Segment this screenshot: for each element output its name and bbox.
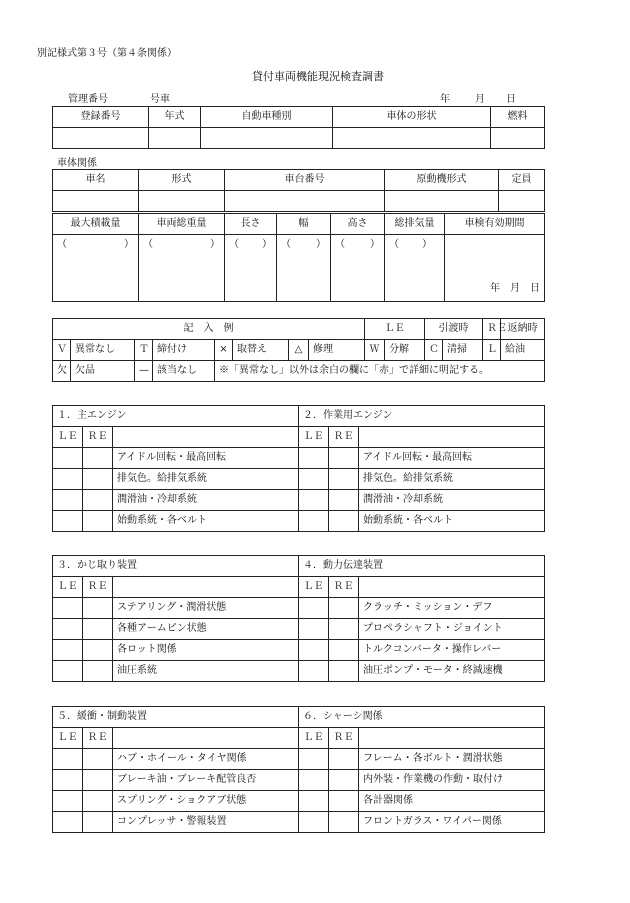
re-check-cell[interactable] bbox=[329, 469, 359, 490]
le-check-cell[interactable] bbox=[53, 448, 83, 469]
re-check-cell[interactable] bbox=[329, 812, 359, 833]
legend-table bbox=[52, 318, 545, 382]
re-check-cell[interactable] bbox=[83, 598, 113, 619]
paren-open: （ bbox=[229, 239, 239, 250]
body-header: 車台番号 bbox=[225, 170, 385, 191]
le-check-cell[interactable] bbox=[299, 490, 329, 511]
legend-symbol: △ bbox=[289, 340, 309, 361]
inspection-item: トルクコンバータ・操作レバー bbox=[359, 640, 545, 661]
legend-symbol: — bbox=[135, 361, 153, 382]
body-table-top bbox=[52, 169, 545, 212]
legend-note: ※「異常なし」以外は余白の欄に「赤」で詳細に明記する。 bbox=[215, 361, 545, 382]
le-check-cell[interactable] bbox=[53, 511, 83, 532]
re-check-cell[interactable] bbox=[329, 749, 359, 770]
ym-day: 日 bbox=[530, 283, 540, 294]
form-number: 別記様式第３号（第４条関係） bbox=[37, 48, 177, 59]
inspection-item: スプリング・ショクアブ状態 bbox=[113, 791, 299, 812]
paren-open: （ bbox=[335, 239, 345, 250]
body-cell[interactable] bbox=[385, 191, 499, 212]
re-check-cell[interactable] bbox=[83, 490, 113, 511]
length-cell[interactable] bbox=[225, 235, 277, 302]
registration-table bbox=[52, 106, 545, 149]
le-check-cell[interactable] bbox=[299, 469, 329, 490]
inspection-item: ステアリング・潤滑状態 bbox=[113, 598, 299, 619]
body-header: 原動機形式 bbox=[385, 170, 499, 191]
reg-header: 車体の形状 bbox=[333, 107, 491, 128]
re-check-cell[interactable] bbox=[329, 448, 359, 469]
inspection-item: 内外装・作業機の作動・取付け bbox=[359, 770, 545, 791]
remarks-header bbox=[359, 427, 545, 448]
le-check-cell[interactable] bbox=[299, 770, 329, 791]
le-check-cell[interactable] bbox=[53, 770, 83, 791]
section-title: ５．緩衝・制動装置 bbox=[53, 707, 299, 728]
legend-text: 締付け bbox=[153, 340, 215, 361]
re-check-cell[interactable] bbox=[329, 619, 359, 640]
inspection-item: フロントガラス・ワイパー関係 bbox=[359, 812, 545, 833]
le-check-cell[interactable] bbox=[53, 661, 83, 682]
body-cell[interactable] bbox=[225, 191, 385, 212]
le-check-cell[interactable] bbox=[299, 511, 329, 532]
gousha-label: 号車 bbox=[150, 94, 170, 105]
legend-symbol: × bbox=[215, 340, 233, 361]
inspection-item: アイドル回転・最高回転 bbox=[359, 448, 545, 469]
body-header: 車検有効期間 bbox=[445, 214, 545, 235]
inspection-expiry-cell[interactable] bbox=[445, 235, 545, 302]
le-check-cell[interactable] bbox=[53, 469, 83, 490]
body-header: 長さ bbox=[225, 214, 277, 235]
ym-year: 年 bbox=[490, 283, 500, 294]
re-check-cell[interactable] bbox=[83, 469, 113, 490]
re-header: ＲＥ bbox=[83, 577, 113, 598]
le-check-cell[interactable] bbox=[53, 640, 83, 661]
inspection-item: 排気色。給排気系統 bbox=[359, 469, 545, 490]
remarks-header bbox=[359, 728, 545, 749]
paren-close: ） bbox=[124, 239, 134, 250]
legend-symbol: Ｖ bbox=[53, 340, 71, 361]
inspection-item: コンプレッサ・警報装置 bbox=[113, 812, 299, 833]
paren-close: ） bbox=[210, 239, 220, 250]
paren-close: ） bbox=[422, 239, 432, 250]
legend-symbol: Ｌ bbox=[483, 340, 501, 361]
section-title: ４．動力伝達装置 bbox=[299, 556, 545, 577]
inspection-item: 始動系統・各ベルト bbox=[359, 511, 545, 532]
legend-text: 取替え bbox=[233, 340, 289, 361]
le-check-cell[interactable] bbox=[299, 791, 329, 812]
inspection-section-table bbox=[52, 706, 545, 833]
gross-weight-cell[interactable] bbox=[139, 235, 225, 302]
paren-close: ） bbox=[370, 239, 380, 250]
le-check-cell[interactable] bbox=[53, 812, 83, 833]
paren-open: （ bbox=[281, 239, 291, 250]
le-check-cell[interactable] bbox=[299, 661, 329, 682]
legend-text: 異常なし bbox=[71, 340, 135, 361]
reg-header: 年式 bbox=[149, 107, 201, 128]
remarks-header bbox=[359, 577, 545, 598]
reg-header: 登録番号 bbox=[53, 107, 149, 128]
re-check-cell[interactable] bbox=[83, 812, 113, 833]
re-check-cell[interactable] bbox=[329, 511, 359, 532]
re-check-cell[interactable] bbox=[83, 511, 113, 532]
body-header: 高さ bbox=[331, 214, 385, 235]
reg-cell[interactable] bbox=[491, 128, 545, 149]
body-cell[interactable] bbox=[499, 191, 545, 212]
legend-symbol: Ｔ bbox=[135, 340, 153, 361]
paren-open: （ bbox=[143, 239, 153, 250]
body-header: 幅 bbox=[277, 214, 331, 235]
reg-header: 自動車種別 bbox=[201, 107, 333, 128]
re-check-cell[interactable] bbox=[83, 448, 113, 469]
body-header: 総排気量 bbox=[385, 214, 445, 235]
kanri-number-label: 管理番号 bbox=[68, 94, 108, 105]
legend-text: 給油 bbox=[501, 340, 545, 361]
inspection-item: 潤滑油・冷却系統 bbox=[359, 490, 545, 511]
body-cell[interactable] bbox=[139, 191, 225, 212]
max-load-cell[interactable] bbox=[53, 235, 139, 302]
re-check-cell[interactable] bbox=[83, 791, 113, 812]
legend-text: 修理 bbox=[309, 340, 365, 361]
legend-symbol: Ｃ bbox=[425, 340, 443, 361]
le-check-cell[interactable] bbox=[299, 448, 329, 469]
re-check-cell[interactable] bbox=[83, 661, 113, 682]
body-table-bottom bbox=[52, 213, 545, 302]
section-title: １．主エンジン bbox=[53, 406, 299, 427]
body-cell[interactable] bbox=[53, 191, 139, 212]
legend-text: 該当なし bbox=[153, 361, 215, 382]
re-header: ＲＥ bbox=[329, 577, 359, 598]
width-cell[interactable] bbox=[277, 235, 331, 302]
body-header: 最大積載量 bbox=[53, 214, 139, 235]
le-header: ＬＥ bbox=[53, 427, 83, 448]
legend-le: ＬＥ bbox=[365, 319, 425, 340]
le-check-cell[interactable] bbox=[53, 619, 83, 640]
inspection-item: 各計器関係 bbox=[359, 791, 545, 812]
re-check-cell[interactable] bbox=[329, 770, 359, 791]
le-check-cell[interactable] bbox=[53, 749, 83, 770]
le-check-cell[interactable] bbox=[53, 791, 83, 812]
reg-cell[interactable] bbox=[53, 128, 149, 149]
inspection-item: ハブ・ホイール・タイヤ関係 bbox=[113, 749, 299, 770]
remarks-header bbox=[113, 427, 299, 448]
legend-title: 記 入 例 bbox=[53, 319, 365, 340]
re-check-cell[interactable] bbox=[83, 770, 113, 791]
inspection-item: ブレーキ油・ブレーキ配管良否 bbox=[113, 770, 299, 791]
re-check-cell[interactable] bbox=[329, 661, 359, 682]
inspection-item: フレーム・各ボルト・潤滑状態 bbox=[359, 749, 545, 770]
body-header: 定員 bbox=[499, 170, 545, 191]
le-check-cell[interactable] bbox=[299, 749, 329, 770]
re-check-cell[interactable] bbox=[83, 640, 113, 661]
inspection-item: 排気色。給排気系統 bbox=[113, 469, 299, 490]
legend-le-text: 引渡時 bbox=[425, 319, 483, 340]
re-check-cell[interactable] bbox=[329, 598, 359, 619]
inspection-item: クラッチ・ミッション・デフ bbox=[359, 598, 545, 619]
section-title: ２．作業用エンジン bbox=[299, 406, 545, 427]
le-header: ＬＥ bbox=[53, 577, 83, 598]
legend-symbol: Ｗ bbox=[365, 340, 385, 361]
year-label: 年 bbox=[440, 94, 450, 105]
body-header: 車名 bbox=[53, 170, 139, 191]
inspection-item: 始動系統・各ベルト bbox=[113, 511, 299, 532]
reg-header: 燃料 bbox=[491, 107, 545, 128]
inspection-item: アイドル回転・最高回転 bbox=[113, 448, 299, 469]
legend-symbol: 欠 bbox=[53, 361, 71, 382]
legend-re: ＲＥ bbox=[483, 319, 501, 340]
height-cell[interactable] bbox=[331, 235, 385, 302]
paren-close: ） bbox=[262, 239, 272, 250]
le-check-cell[interactable] bbox=[299, 812, 329, 833]
reg-cell[interactable] bbox=[201, 128, 333, 149]
day-label: 日 bbox=[506, 94, 516, 105]
re-check-cell[interactable] bbox=[83, 619, 113, 640]
body-section-label: 車体関係 bbox=[57, 158, 97, 169]
legend-text: 清掃 bbox=[443, 340, 483, 361]
inspection-item: 油圧ポンプ・モータ・終減速機 bbox=[359, 661, 545, 682]
le-header: ＬＥ bbox=[299, 728, 329, 749]
le-check-cell[interactable] bbox=[299, 598, 329, 619]
re-header: ＲＥ bbox=[83, 427, 113, 448]
reg-cell[interactable] bbox=[149, 128, 201, 149]
re-check-cell[interactable] bbox=[329, 791, 359, 812]
paren-open: （ bbox=[389, 239, 399, 250]
body-header: 車両総重量 bbox=[139, 214, 225, 235]
le-header: ＬＥ bbox=[299, 427, 329, 448]
re-check-cell[interactable] bbox=[329, 640, 359, 661]
le-check-cell[interactable] bbox=[299, 640, 329, 661]
remarks-header bbox=[113, 577, 299, 598]
reg-cell[interactable] bbox=[333, 128, 491, 149]
re-header: ＲＥ bbox=[329, 728, 359, 749]
paren-open: （ bbox=[57, 239, 67, 250]
legend-text: 欠品 bbox=[71, 361, 135, 382]
legend-re-text: 返納時 bbox=[501, 319, 545, 340]
re-header: ＲＥ bbox=[83, 728, 113, 749]
le-header: ＬＥ bbox=[299, 577, 329, 598]
inspection-item: 潤滑油・冷却系統 bbox=[113, 490, 299, 511]
remarks-header bbox=[113, 728, 299, 749]
le-check-cell[interactable] bbox=[53, 598, 83, 619]
inspection-item: 各ロット関係 bbox=[113, 640, 299, 661]
section-title: ３．かじ取り装置 bbox=[53, 556, 299, 577]
inspection-item: 各種アームピン状態 bbox=[113, 619, 299, 640]
inspection-section-table bbox=[52, 405, 545, 532]
page-title: 貸付車両機能現況検査調書 bbox=[252, 70, 384, 83]
month-label: 月 bbox=[475, 94, 485, 105]
inspection-item: プロペラシャフト・ジョイント bbox=[359, 619, 545, 640]
body-header: 形式 bbox=[139, 170, 225, 191]
ym-month: 月 bbox=[510, 283, 520, 294]
displacement-cell[interactable] bbox=[385, 235, 445, 302]
section-title: ６．シャーシ関係 bbox=[299, 707, 545, 728]
re-check-cell[interactable] bbox=[83, 749, 113, 770]
paren-close: ） bbox=[316, 239, 326, 250]
le-header: ＬＥ bbox=[53, 728, 83, 749]
re-check-cell[interactable] bbox=[329, 490, 359, 511]
re-header: ＲＥ bbox=[329, 427, 359, 448]
le-check-cell[interactable] bbox=[299, 619, 329, 640]
inspection-item: 油圧系統 bbox=[113, 661, 299, 682]
inspection-section-table bbox=[52, 555, 545, 682]
legend-text: 分解 bbox=[385, 340, 425, 361]
le-check-cell[interactable] bbox=[53, 490, 83, 511]
